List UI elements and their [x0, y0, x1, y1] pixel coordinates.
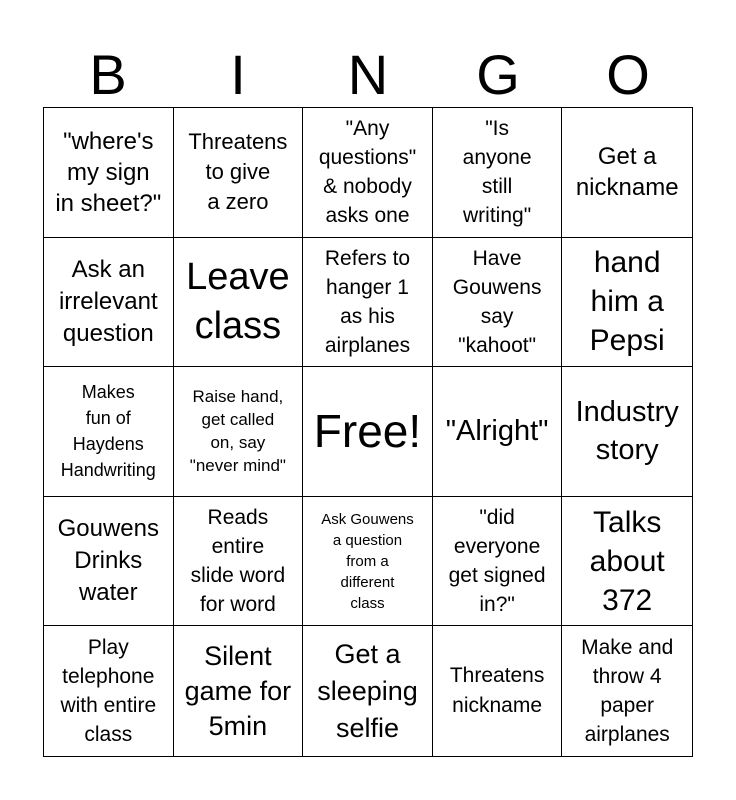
bingo-cell[interactable] — [303, 626, 433, 756]
bingo-cell-text: Play telephone with entire class — [60, 636, 157, 747]
bingo-cell-text: Ask an irrelevant question — [58, 255, 158, 347]
bingo-cell-text: Make and throw 4 paper airplanes — [581, 636, 674, 747]
bingo-cell[interactable] — [174, 108, 304, 238]
bingo-cell[interactable] — [562, 497, 692, 627]
bingo-header — [43, 40, 693, 110]
bingo-cell-text: Have Gouwens say "kahoot" — [452, 246, 542, 357]
bingo-cell[interactable] — [562, 367, 692, 497]
bingo-cell-text: Ask Gouwens a question from a different class — [321, 510, 414, 612]
bingo-cell[interactable] — [433, 367, 563, 497]
bingo-cell[interactable] — [174, 497, 304, 627]
free-space-text: Free! — [313, 405, 422, 458]
bingo-cell[interactable] — [433, 108, 563, 238]
bingo-cell[interactable] — [433, 626, 563, 756]
bingo-board — [43, 107, 693, 757]
bingo-cell-text: "Any questions" & nobody asks one — [318, 117, 417, 228]
bingo-cell[interactable] — [562, 108, 692, 238]
bingo-cell[interactable] — [433, 497, 563, 627]
bingo-cell-text: Gouwens Drinks water — [57, 515, 159, 607]
bingo-cell[interactable] — [562, 238, 692, 368]
bingo-cell[interactable] — [44, 367, 174, 497]
bingo-cell[interactable] — [174, 238, 304, 368]
header-letter-o: O — [606, 43, 650, 106]
header-letter-g: G — [476, 43, 520, 106]
free-space-cell[interactable] — [303, 367, 433, 497]
bingo-cell[interactable] — [174, 367, 304, 497]
bingo-cell-text: Reads entire slide word for word — [190, 506, 286, 617]
bingo-cell-text: Refers to hanger 1 as his airplanes — [324, 246, 411, 357]
bingo-cell-text: Silent game for 5min — [184, 640, 292, 741]
bingo-cell-text: Makes fun of Haydens Handwriting — [60, 382, 156, 481]
bingo-cell-text: hand him a Pepsi — [589, 246, 665, 358]
bingo-cell-text: "did everyone get signed in?" — [448, 506, 546, 617]
bingo-cell[interactable] — [44, 497, 174, 627]
bingo-cell[interactable] — [562, 626, 692, 756]
bingo-cell-text: Threatens nickname — [449, 664, 545, 718]
bingo-cell[interactable] — [303, 108, 433, 238]
bingo-cell-text: Talks about 372 — [589, 505, 665, 617]
bingo-cell[interactable] — [303, 497, 433, 627]
bingo-cell[interactable] — [433, 238, 563, 368]
bingo-cell-text: "Is anyone still writing" — [462, 117, 532, 228]
header-letter-i: I — [230, 43, 246, 106]
bingo-cell-text: Get a sleeping selfie — [317, 638, 418, 743]
bingo-cell[interactable] — [44, 626, 174, 756]
bingo-cell[interactable] — [44, 238, 174, 368]
header-letter-n: N — [347, 43, 389, 106]
bingo-cell-text: Threatens to give a zero — [188, 129, 288, 215]
header-letter-b: B — [89, 43, 127, 106]
bingo-cell-text: "Alright" — [445, 415, 549, 448]
bingo-cell-text: "where's my sign in sheet?" — [55, 127, 162, 217]
bingo-cell-text: Leave class — [186, 255, 290, 347]
bingo-cell[interactable] — [44, 108, 174, 238]
bingo-cell[interactable] — [174, 626, 304, 756]
bingo-cell-text: Get a nickname — [575, 143, 679, 202]
bingo-cell-text: Raise hand, get called on, say "never mind" — [189, 387, 286, 476]
bingo-cell[interactable] — [303, 238, 433, 368]
bingo-cell-text: Industry story — [575, 396, 679, 467]
